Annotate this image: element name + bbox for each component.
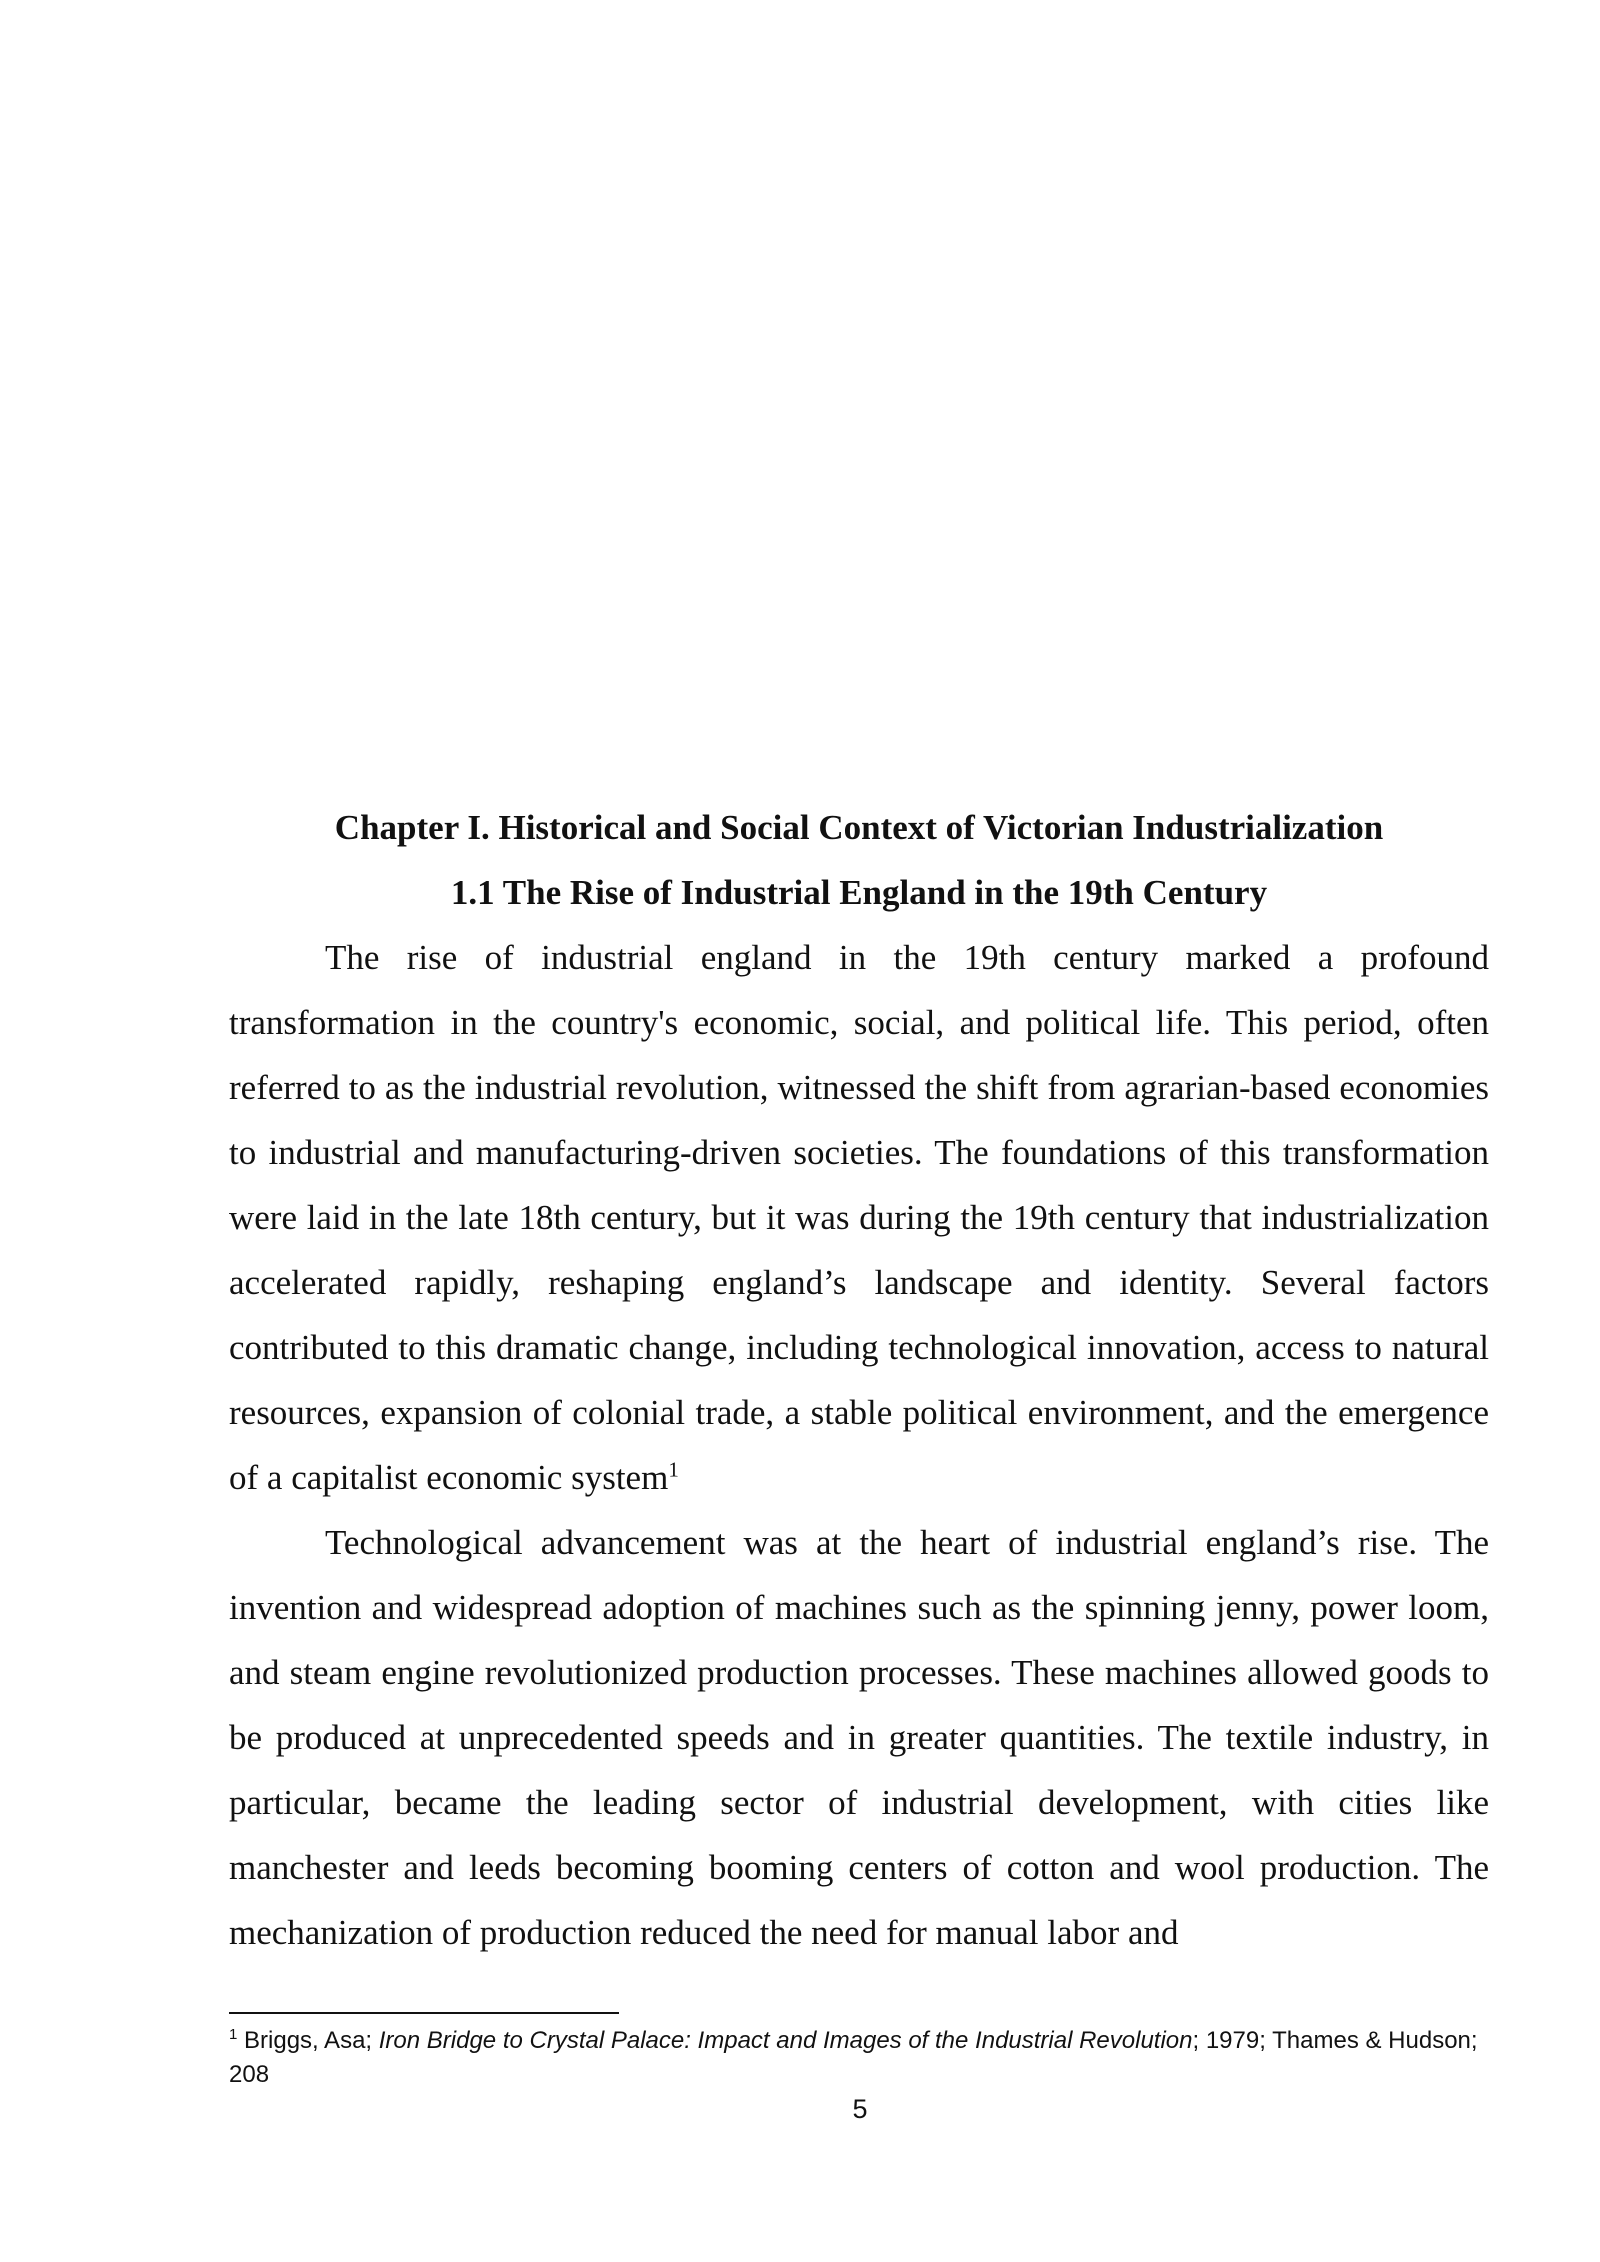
paragraph-2 — [229, 1510, 1489, 1965]
body-content — [229, 795, 1489, 1965]
footnote — [229, 2024, 1489, 2092]
chapter-title: Chapter I. Historical and Social Context of Victorian Industrialization — [334, 808, 1384, 847]
section-title: 1.1 The Rise of Industrial England in the 19th Century — [450, 873, 1268, 912]
paragraph-1 — [229, 925, 1489, 1510]
footnote-author: Briggs, Asa; — [244, 2027, 379, 2054]
footnote-reference: 1 — [668, 1457, 679, 1482]
footnote-book-title: Iron Bridge to Crystal Palace: Impact and Images of the Industrial Revolution — [378, 2027, 1193, 2054]
footnote-separator — [229, 2012, 619, 2014]
paragraph-1-text: The rise of industrial england in the 19th century marked a profound transformation in the country's economic, social, and political life. This period, often referred to as the industrial revolution, witnessed the shift from agrarian-based economies to industrial and manufacturing-driven societies. The foundations of this transformation were laid in the late 18th century, but it was during the 19th century that industrialization accelerated rapidly, reshaping england’s landscape and identity. Several factors contributed to this dramatic change, including technological innovation, access to natural resources, expansion of colonial trade, a stable political environment, and the emergence of a capitalist economic system — [229, 938, 1489, 1497]
page-number: 5 — [852, 2094, 868, 2124]
footnote-details: ; 1979; Thames & Hudson; 208 — [229, 2027, 1478, 2088]
paragraph-2-text: Technological advancement was at the heart of industrial england’s rise. The invention and widespread adoption of machines such as the spinning jenny, power loom, and steam engine revolutionized production processes. These machines allowed goods to be produced at unprecedented speeds and in greater quantities. The textile industry, in particular, became the leading sector of industrial development, with cities like manchester and leeds becoming booming centers of cotton and wool production. The mechanization of production reduced the need for manual labor and — [229, 1523, 1489, 1952]
footnote-marker: 1 — [229, 2026, 238, 2043]
